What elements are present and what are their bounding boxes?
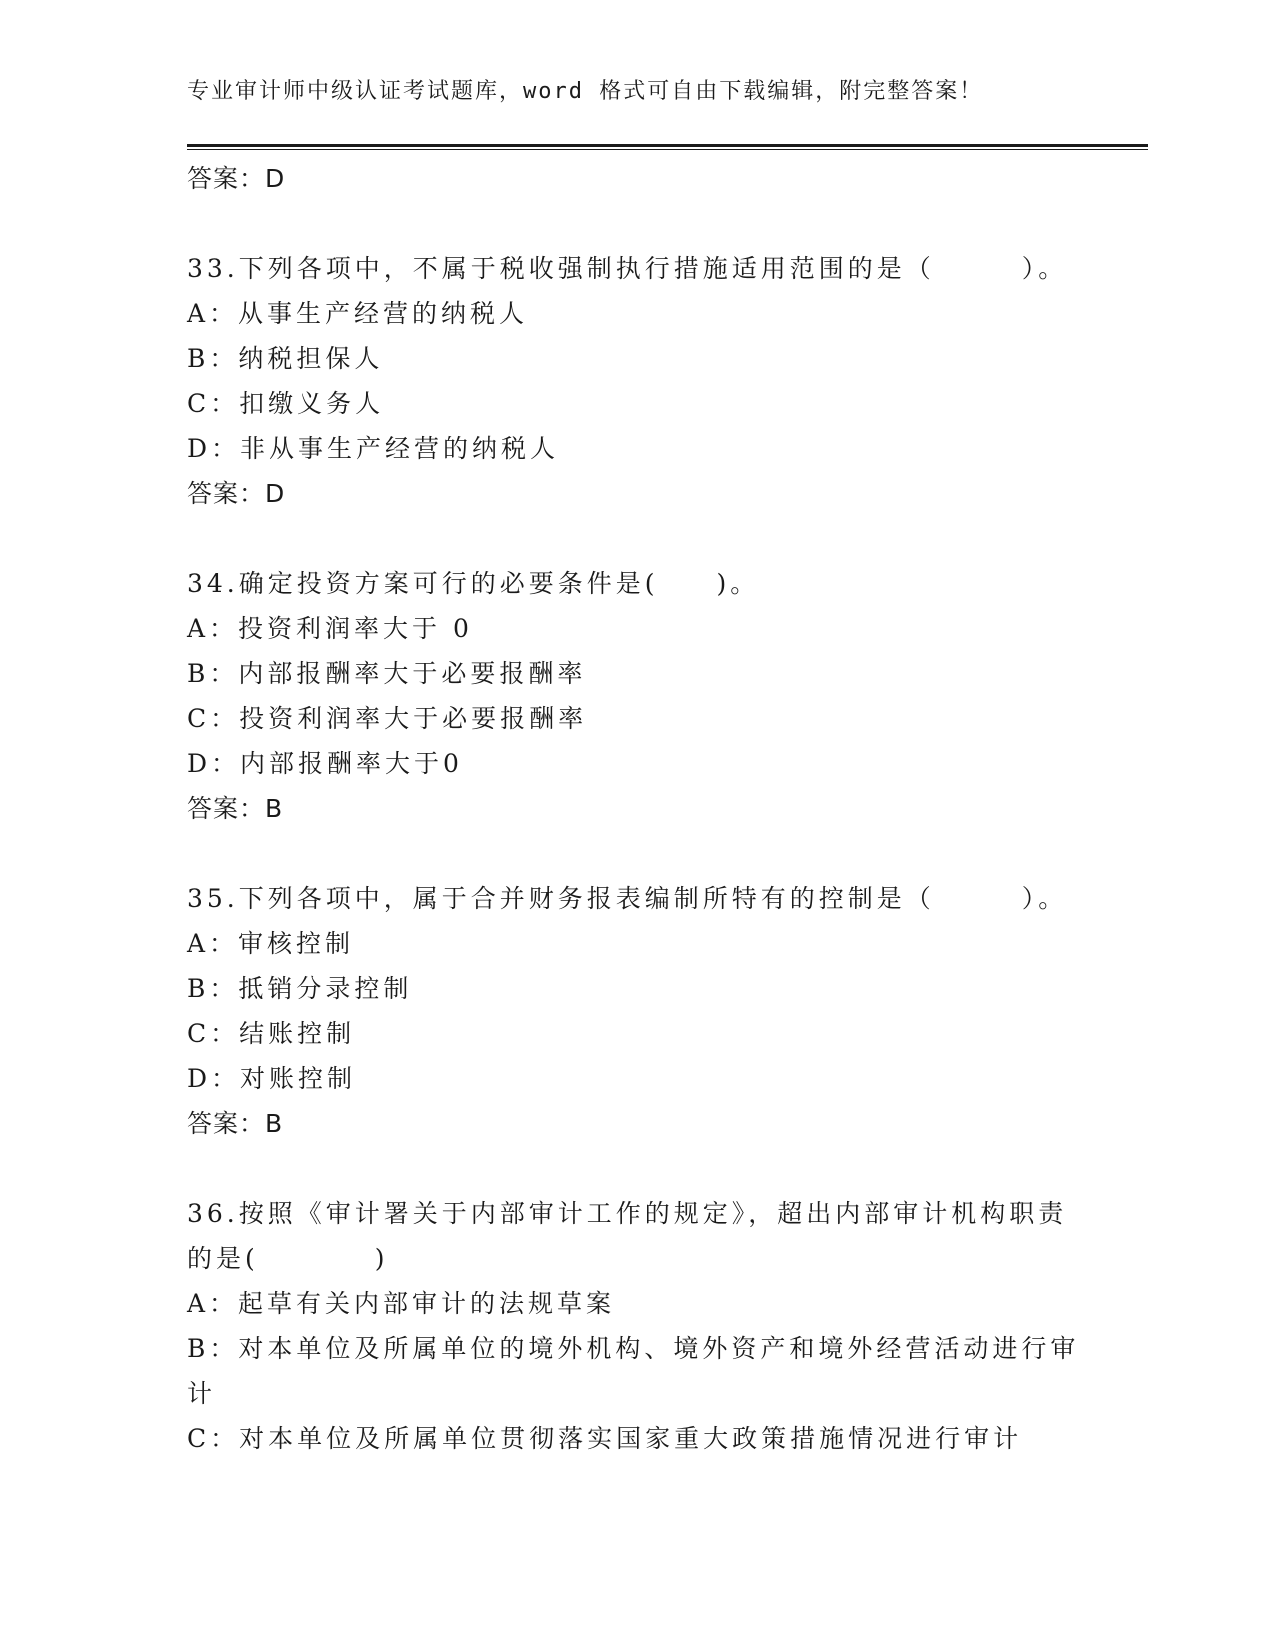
header-rule-thin [187, 149, 1148, 150]
option-d: D：内部报酬率大于0 [187, 749, 463, 778]
answer-line: 答案：D [187, 479, 286, 508]
option-d: D：非从事生产经营的纳税人 [187, 434, 560, 463]
answer-line: 答案：D [187, 164, 286, 193]
option-b: B：纳税担保人 [187, 344, 384, 373]
option-c: C：投资利润率大于必要报酬率 [187, 704, 588, 733]
option-a: A：起草有关内部审计的法规草案 [187, 1289, 616, 1318]
question-stem: 33.下列各项中，不属于税收强制执行措施适用范围的是（ ）。 [187, 254, 1068, 283]
header-rule-thick [187, 144, 1148, 147]
question-block [187, 246, 1087, 516]
question-list [187, 156, 1087, 1461]
option-a: A：审核控制 [187, 929, 355, 958]
option-a: A：投资利润率大于 0 [187, 614, 473, 643]
option-d: D：对账控制 [187, 1064, 357, 1093]
question-block [187, 561, 1087, 831]
spacer [187, 1146, 1087, 1191]
question-block [187, 876, 1087, 1146]
question-block [187, 1191, 1087, 1461]
page-header: 专业审计师中级认证考试题库，word 格式可自由下载编辑，附完整答案！ [187, 79, 984, 104]
option-a: A：从事生产经营的纳税人 [187, 299, 529, 328]
option-c: C：扣缴义务人 [187, 389, 385, 418]
option-b-line-2: 计 [187, 1379, 217, 1408]
question-stem-line-1: 36.按照《审计署关于内部审计工作的规定》，超出内部审计机构职责 [187, 1199, 1068, 1228]
answer-line: 答案：B [187, 794, 284, 823]
option-c: C：结账控制 [187, 1019, 356, 1048]
question-stem: 35.下列各项中，属于合并财务报表编制所特有的控制是（ ）。 [187, 884, 1068, 913]
spacer [187, 516, 1087, 561]
spacer [187, 201, 1087, 246]
answer-line: 答案：B [187, 1109, 284, 1138]
question-stem: 34.确定投资方案可行的必要条件是( )。 [187, 569, 760, 598]
option-c: C：对本单位及所属单位贯彻落实国家重大政策措施情况进行审计 [187, 1424, 1023, 1453]
option-b: B：抵销分录控制 [187, 974, 413, 1003]
option-b: B：内部报酬率大于必要报酬率 [187, 659, 587, 688]
option-b-line-1: B：对本单位及所属单位的境外机构、境外资产和境外经营活动进行审 [187, 1334, 1080, 1363]
spacer [187, 831, 1087, 876]
question-stem-line-2: 的是( ) [187, 1244, 389, 1273]
